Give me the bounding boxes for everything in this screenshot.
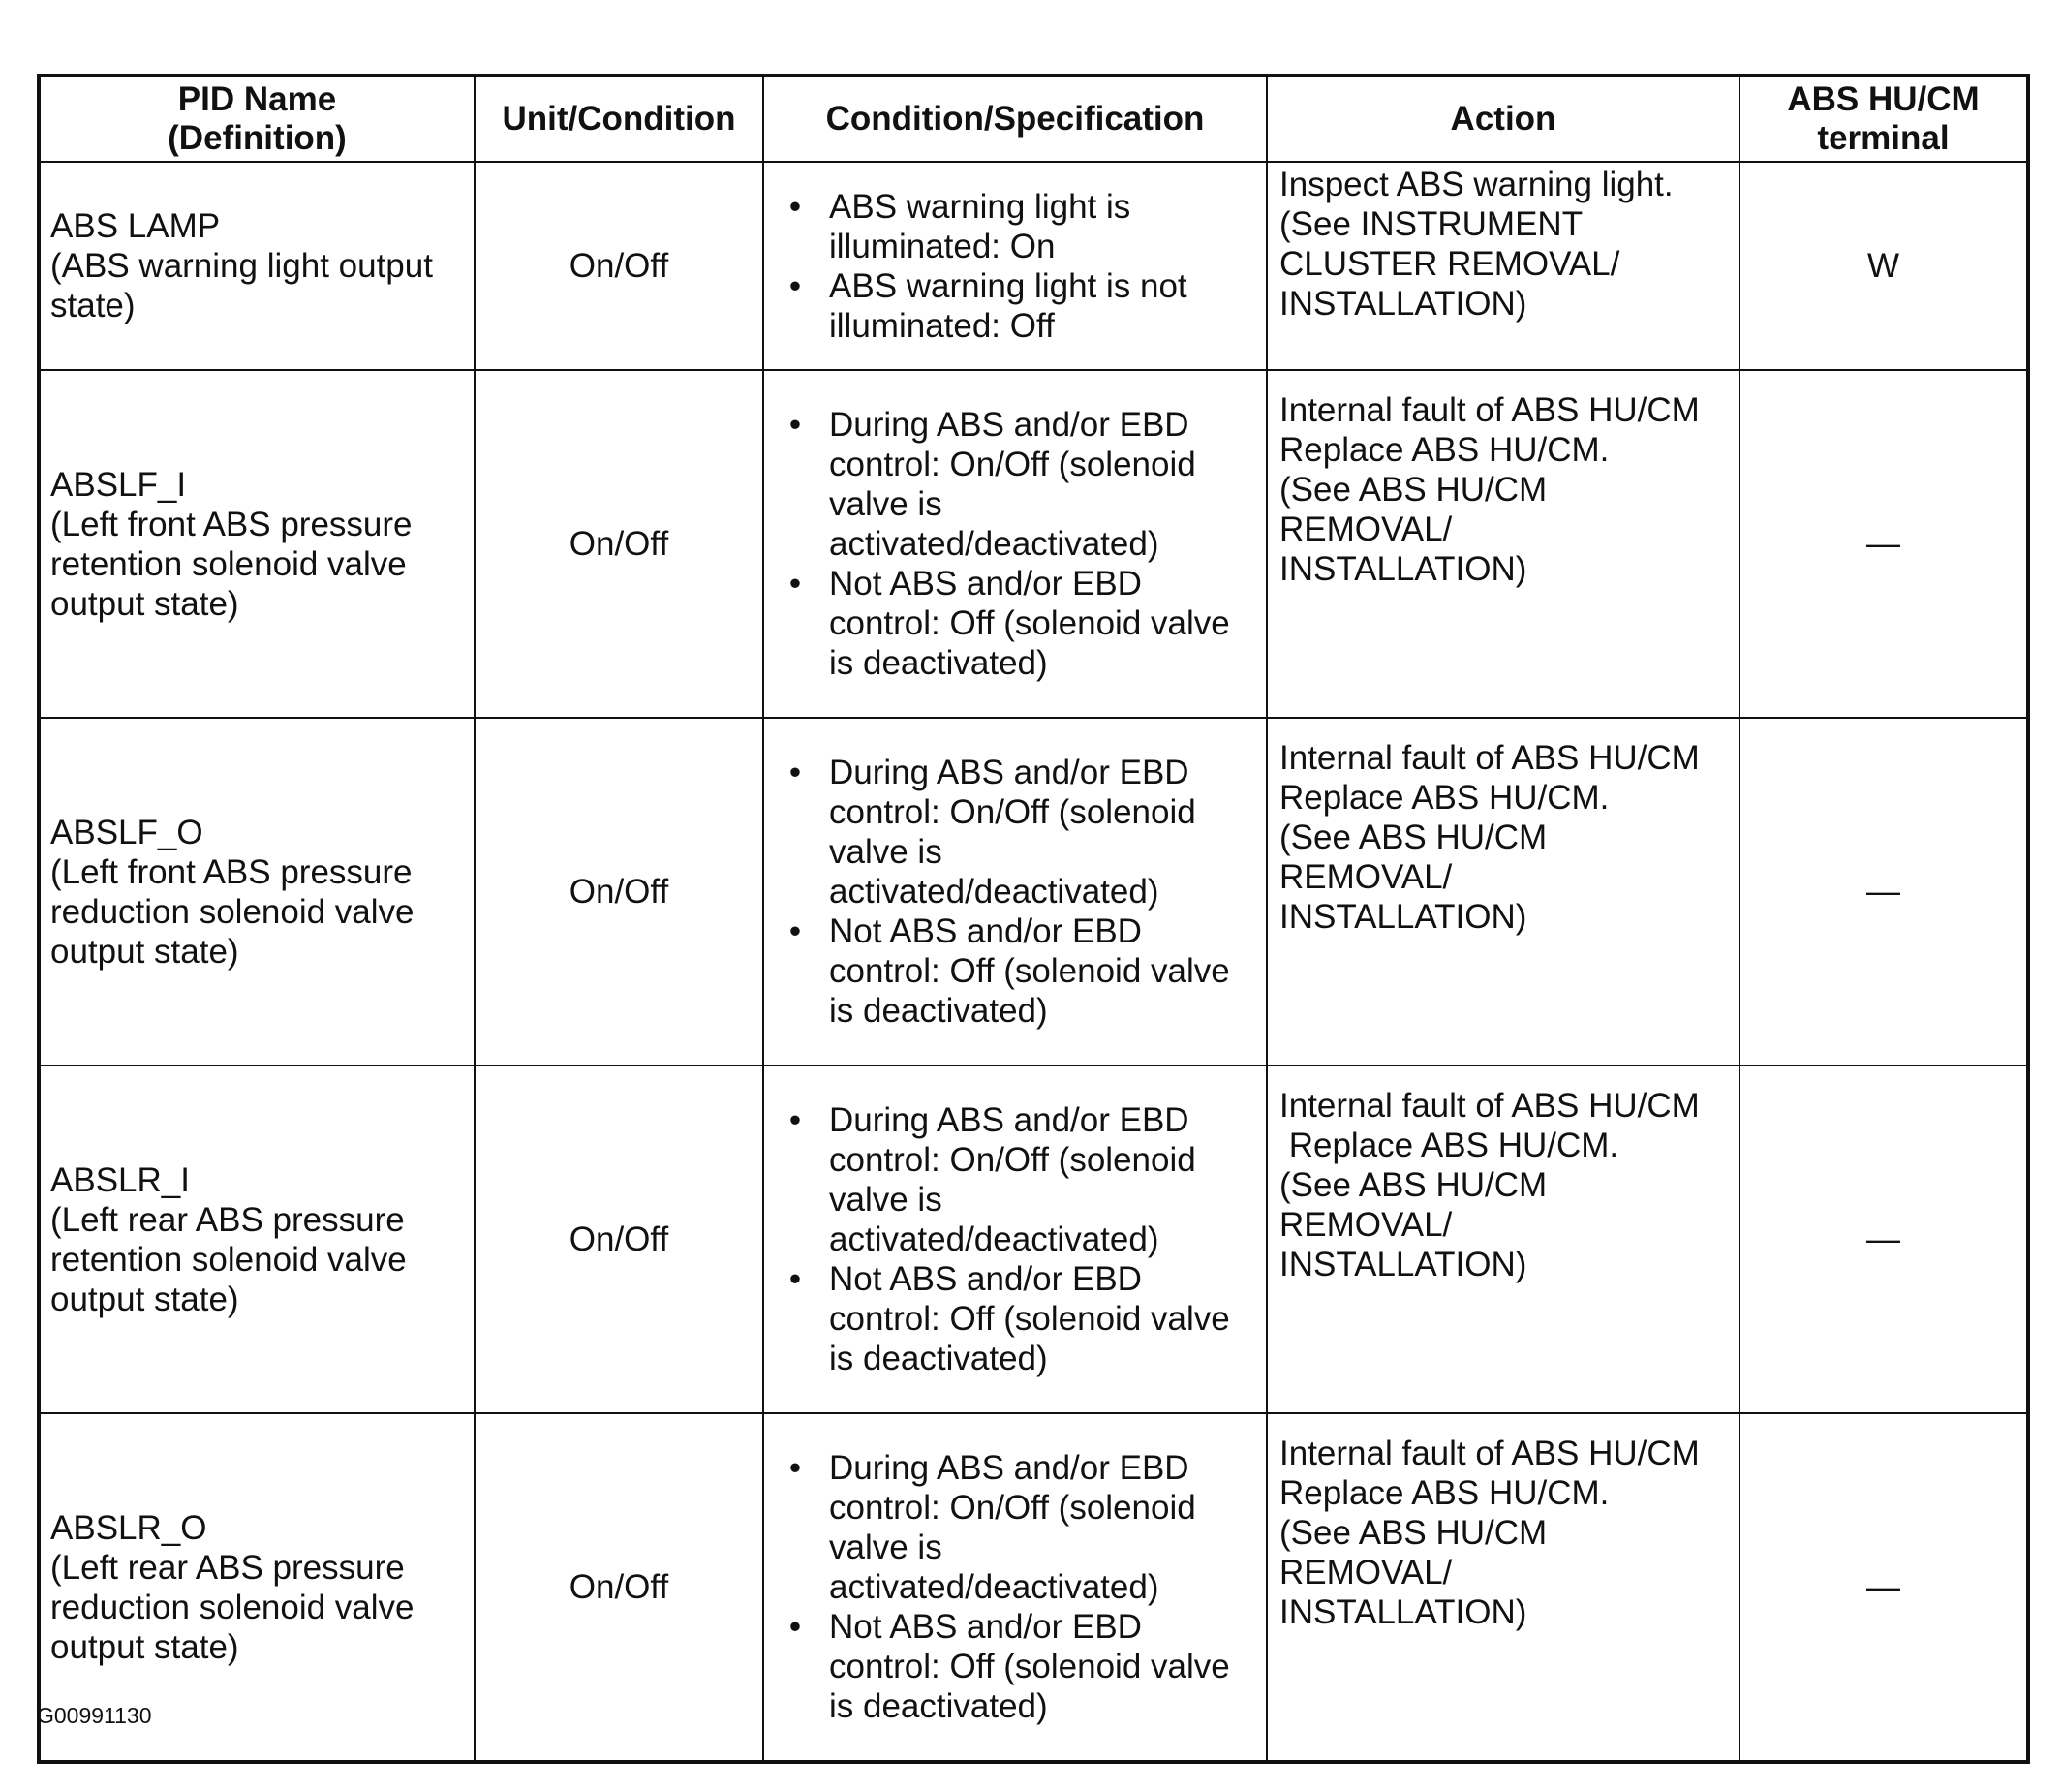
action-line: Replace ABS HU/CM.	[1279, 779, 1610, 817]
pid-cell	[39, 718, 475, 1066]
spec-cell	[763, 162, 1267, 370]
action-line: INSTALLATION)	[1279, 1246, 1527, 1283]
spec-cell	[763, 1413, 1267, 1762]
header-row	[39, 76, 2028, 162]
header-terminal	[1739, 76, 2028, 162]
bullet-icon: •	[788, 754, 802, 791]
action-line: INSTALLATION)	[1279, 898, 1527, 936]
header-line: Unit/Condition	[502, 100, 736, 138]
spec-list	[784, 187, 1260, 346]
action-line: INSTALLATION)	[1279, 1593, 1527, 1631]
header-line: (Definition)	[168, 119, 347, 157]
unit-cell: On/Off	[475, 718, 763, 1066]
pid-definition: (Left front ABS pressure retention solenoid valve output state)	[50, 505, 413, 623]
action-line: (See INSTRUMENT	[1279, 205, 1584, 243]
action-line: (See ABS HU/CM	[1279, 1514, 1548, 1552]
action-line: Replace ABS HU/CM.	[1279, 431, 1610, 469]
spec-item	[784, 753, 1260, 911]
table-row	[39, 162, 2028, 370]
pid-definition: (ABS warning light output state)	[50, 247, 433, 324]
action-line: REMOVAL/	[1279, 1554, 1453, 1591]
figure-id: G00991130	[37, 1703, 152, 1728]
unit-cell: On/Off	[475, 162, 763, 370]
spec-text: Not ABS and/or EBD control: Off (solenoid valve is deactivated)	[829, 565, 1230, 682]
unit-cell: On/Off	[475, 1066, 763, 1413]
header-unit-condition	[475, 76, 763, 162]
header-line: PID Name	[177, 80, 337, 118]
action-cell	[1267, 1413, 1739, 1762]
bullet-icon: •	[788, 565, 802, 602]
pid-name: ABSLF_O	[50, 813, 203, 851]
terminal-cell: —	[1739, 1066, 2028, 1413]
spec-text: Not ABS and/or EBD control: Off (solenoid valve is deactivated)	[829, 1608, 1230, 1725]
header-line: ABS HU/CM	[1787, 80, 1980, 118]
unit-cell: On/Off	[475, 370, 763, 718]
terminal-cell: —	[1739, 370, 2028, 718]
header-line: Action	[1450, 100, 1556, 138]
spec-text: Not ABS and/or EBD control: Off (solenoid valve is deactivated)	[829, 1260, 1230, 1377]
pid-definition: (Left rear ABS pressure reduction solenoid valve output state)	[50, 1548, 415, 1666]
header-line: Condition/Specification	[825, 100, 1205, 138]
action-cell	[1267, 162, 1739, 370]
action-cell	[1267, 1066, 1739, 1413]
header-action	[1267, 76, 1739, 162]
bullet-icon: •	[788, 1449, 802, 1487]
pid-name: ABS LAMP	[50, 207, 221, 245]
spec-list	[784, 1100, 1260, 1378]
spec-item	[784, 1448, 1260, 1607]
spec-cell	[763, 370, 1267, 718]
spec-item	[784, 1100, 1260, 1259]
bullet-icon: •	[788, 1260, 802, 1298]
action-line: (See ABS HU/CM	[1279, 1166, 1548, 1204]
terminal-cell: —	[1739, 1413, 2028, 1762]
pid-definition: (Left rear ABS pressure retention solenoid valve output state)	[50, 1200, 407, 1318]
action-cell	[1267, 370, 1739, 718]
table-row	[39, 1413, 2028, 1762]
pid-table	[37, 74, 2030, 1764]
pid-cell	[39, 370, 475, 718]
action-cell	[1267, 718, 1739, 1066]
spec-text: During ABS and/or EBD control: On/Off (solenoid valve is activated/deactivated)	[829, 1101, 1196, 1258]
header-condition-specification	[763, 76, 1267, 162]
terminal-cell: —	[1739, 718, 2028, 1066]
unit-cell: On/Off	[475, 1413, 763, 1762]
spec-item	[784, 911, 1260, 1031]
action-line: (See ABS HU/CM	[1279, 471, 1548, 509]
header-line: terminal	[1817, 119, 1950, 157]
spec-item	[784, 405, 1260, 564]
spec-list	[784, 405, 1260, 683]
pid-name: ABSLR_I	[50, 1160, 190, 1199]
pid-name: ABSLR_O	[50, 1508, 207, 1547]
action-line: Internal fault of ABS HU/CM	[1279, 1087, 1700, 1125]
action-line: Replace ABS HU/CM.	[1279, 1474, 1610, 1512]
table-row	[39, 370, 2028, 718]
bullet-icon: •	[788, 187, 802, 226]
action-line: Internal fault of ABS HU/CM	[1279, 391, 1700, 429]
bullet-icon: •	[788, 406, 802, 444]
spec-item	[784, 564, 1260, 683]
action-line: Internal fault of ABS HU/CM	[1279, 739, 1700, 777]
spec-text: ABS warning light is illuminated: On	[829, 187, 1131, 265]
action-line: (See ABS HU/CM	[1279, 819, 1548, 856]
spec-item	[784, 1607, 1260, 1726]
pid-cell	[39, 1066, 475, 1413]
spec-cell	[763, 718, 1267, 1066]
bullet-icon: •	[788, 912, 802, 950]
pid-cell	[39, 162, 475, 370]
action-line: REMOVAL/	[1279, 510, 1453, 548]
spec-text: Not ABS and/or EBD control: Off (solenoid valve is deactivated)	[829, 912, 1230, 1030]
spec-text: ABS warning light is not illuminated: Off	[829, 266, 1187, 345]
action-line: Replace ABS HU/CM.	[1279, 1127, 1619, 1164]
spec-item	[784, 266, 1260, 346]
bullet-icon: •	[788, 1608, 802, 1646]
action-line: INSTALLATION)	[1279, 285, 1527, 323]
action-line: CLUSTER REMOVAL/	[1279, 245, 1620, 283]
spec-item	[784, 1259, 1260, 1378]
table-row	[39, 718, 2028, 1066]
action-line: REMOVAL/	[1279, 858, 1453, 896]
action-line: Inspect ABS warning light.	[1279, 166, 1674, 203]
spec-list	[784, 1448, 1260, 1726]
table-body	[39, 162, 2028, 1762]
action-line: Internal fault of ABS HU/CM	[1279, 1435, 1700, 1472]
bullet-icon: •	[788, 1101, 802, 1139]
spec-item	[784, 187, 1260, 266]
spec-text: During ABS and/or EBD control: On/Off (solenoid valve is activated/deactivated)	[829, 406, 1196, 563]
terminal-cell: W	[1739, 162, 2028, 370]
pid-name: ABSLF_I	[50, 465, 187, 504]
spec-text: During ABS and/or EBD control: On/Off (solenoid valve is activated/deactivated)	[829, 1449, 1196, 1606]
action-line: INSTALLATION)	[1279, 550, 1527, 588]
action-line: REMOVAL/	[1279, 1206, 1453, 1244]
spec-list	[784, 753, 1260, 1031]
spec-text: During ABS and/or EBD control: On/Off (solenoid valve is activated/deactivated)	[829, 754, 1196, 911]
header-pid-name	[39, 76, 475, 162]
bullet-icon: •	[788, 266, 802, 305]
pid-definition: (Left front ABS pressure reduction solenoid valve output state)	[50, 852, 415, 971]
table-row	[39, 1066, 2028, 1413]
spec-cell	[763, 1066, 1267, 1413]
